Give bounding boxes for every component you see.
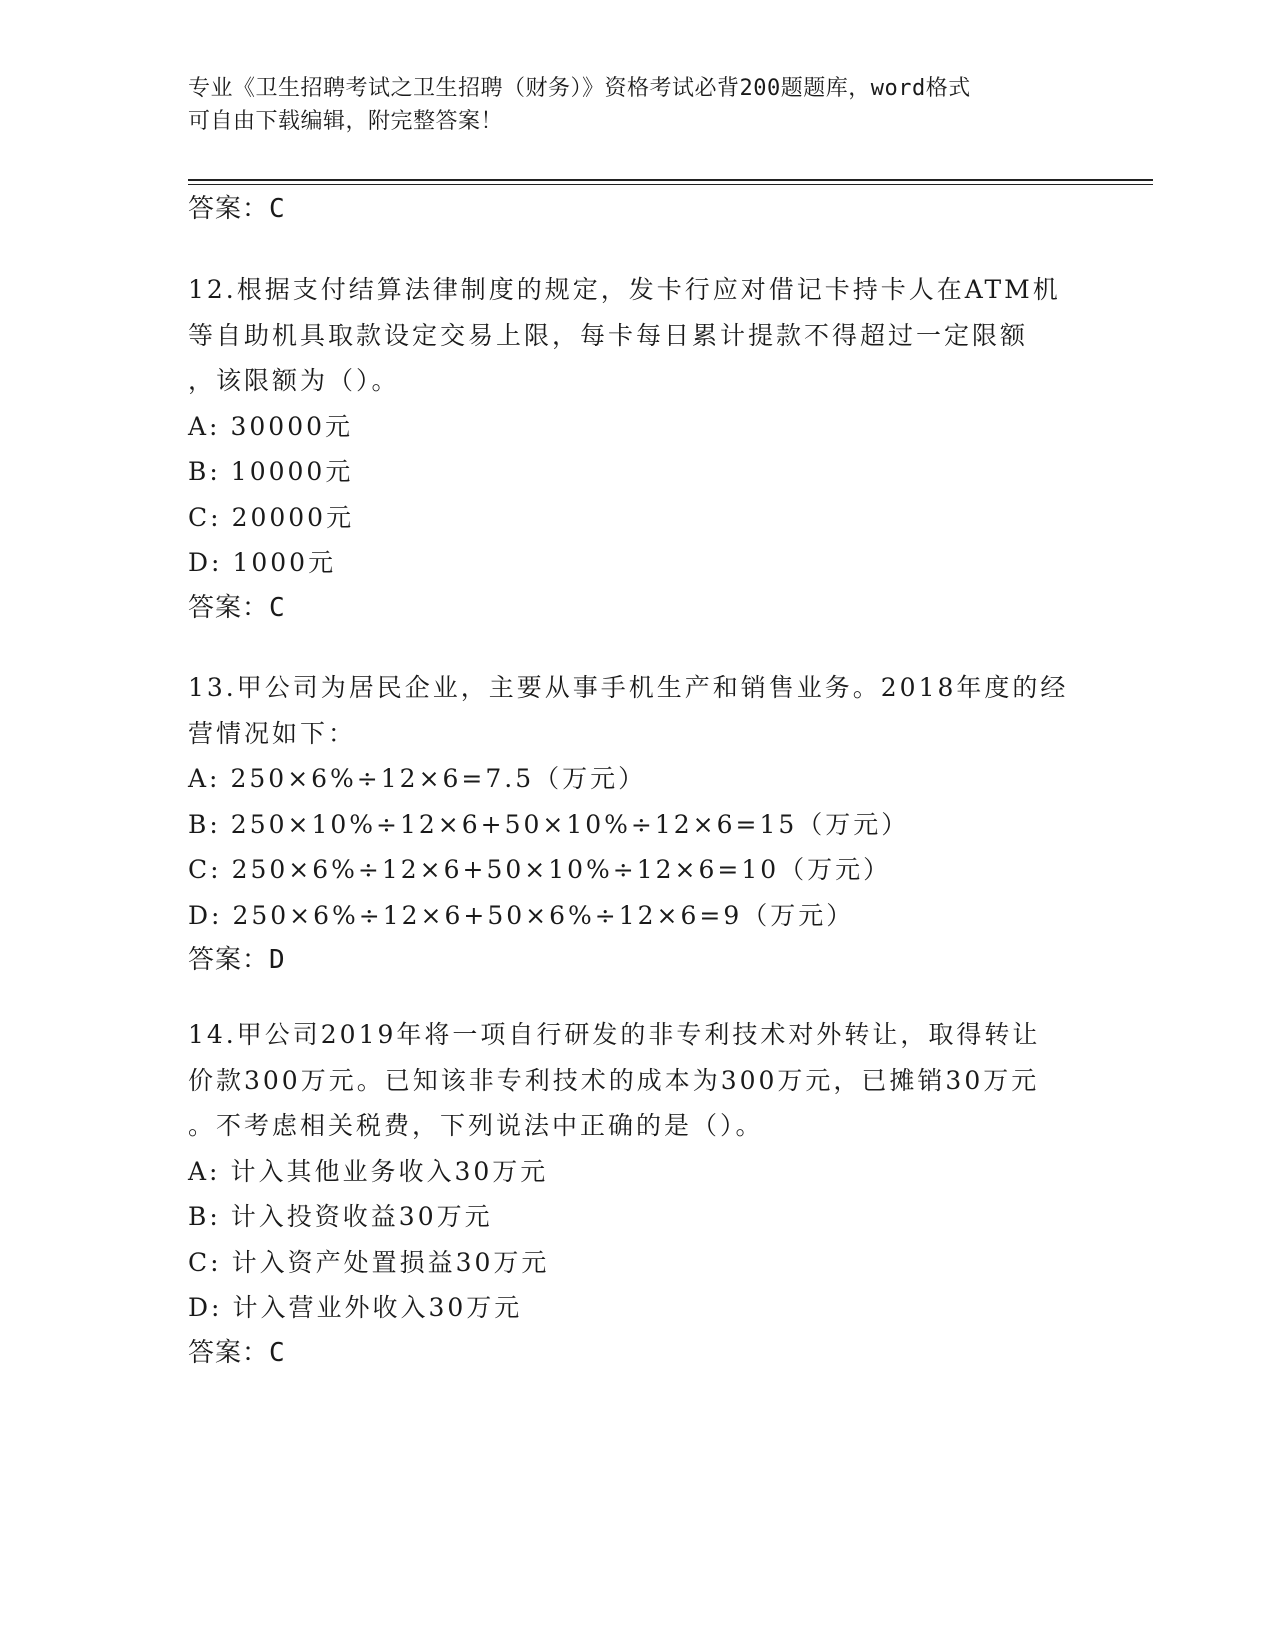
option-label: A: xyxy=(188,764,221,793)
question-stem-line: 14.甲公司2019年将一项自行研发的非专利技术对外转让，取得转让 xyxy=(188,1020,1041,1049)
option-text: 计入营业外收入30万元 xyxy=(232,1293,523,1322)
option-c xyxy=(188,495,1148,541)
question-14 xyxy=(188,1012,1148,1376)
option-c xyxy=(188,1240,1148,1286)
option-d xyxy=(188,1285,1148,1331)
option-b xyxy=(188,802,1148,848)
question-stem-line: 。不考虑相关税费，下列说法中正确的是（）。 xyxy=(188,1111,764,1140)
option-text: 1000元 xyxy=(232,548,337,577)
answer-line: 答案：C xyxy=(188,1337,286,1368)
question-12 xyxy=(188,267,1148,631)
answer-line: 答案：C xyxy=(188,194,286,224)
option-label: B: xyxy=(188,1202,221,1231)
question-stem-line: ，该限额为（）。 xyxy=(188,366,400,395)
option-text: 计入资产处置损益30万元 xyxy=(231,1247,550,1277)
question-stem-line: 12.根据支付结算法律制度的规定，发卡行应对借记卡持卡人在ATM机 xyxy=(188,275,1061,304)
option-label: B: xyxy=(188,457,221,486)
question-stem-line: 13.甲公司为居民企业，主要从事手机生产和销售业务。2018年度的经 xyxy=(188,673,1069,702)
header-title-line-2: 可自由下载编辑，附完整答案！ xyxy=(188,109,504,134)
option-b xyxy=(188,1194,1148,1240)
option-text: 250×10%÷12×6+50×10%÷12×6=15（万元） xyxy=(230,809,910,839)
question-stem-line: 等自助机具取款设定交易上限，每卡每日累计提款不得超过一定限额 xyxy=(188,320,1029,350)
option-text: 250×6%÷12×6=7.5（万元） xyxy=(230,764,647,793)
option-text: 30000元 xyxy=(230,411,354,441)
header-title-line-1: 专业《卫生招聘考试之卫生招聘（财务）》资格考试必背200题题库，word格式 xyxy=(188,76,971,101)
option-c xyxy=(188,847,1148,893)
option-text: 计入其他业务收入30万元 xyxy=(230,1156,549,1186)
option-text: 10000元 xyxy=(230,457,354,486)
question-stem-line: 价款300万元。已知该非专利技术的成本为300万元，已摊销30万元 xyxy=(188,1065,1040,1095)
option-label: B: xyxy=(188,809,221,839)
option-label: C: xyxy=(188,855,222,884)
option-label: A: xyxy=(188,1156,221,1186)
header-divider-thick xyxy=(188,179,1153,181)
previous-question-answer xyxy=(188,187,1148,233)
option-b xyxy=(188,449,1148,495)
option-label: C: xyxy=(188,1247,222,1277)
option-d xyxy=(188,893,1148,939)
option-text: 250×6%÷12×6+50×6%÷12×6=9（万元） xyxy=(232,900,855,930)
option-label: D: xyxy=(188,900,223,930)
option-label: D: xyxy=(188,1293,223,1322)
question-13 xyxy=(188,665,1148,984)
option-a xyxy=(188,1149,1148,1195)
option-text: 250×6%÷12×6+50×10%÷12×6=10（万元） xyxy=(231,855,892,884)
option-text: 20000元 xyxy=(231,502,355,532)
header-divider-thin xyxy=(188,184,1153,185)
answer-line: 答案：D xyxy=(188,945,286,975)
option-label: D: xyxy=(188,548,223,577)
page-header xyxy=(188,72,1088,138)
option-text: 计入投资收益30万元 xyxy=(230,1202,493,1231)
answer-line: 答案：C xyxy=(188,592,286,623)
option-d xyxy=(188,540,1148,586)
option-label: A: xyxy=(188,411,221,441)
option-a xyxy=(188,756,1148,802)
option-label: C: xyxy=(188,502,222,532)
question-stem-line: 营情况如下： xyxy=(188,718,357,748)
option-a xyxy=(188,404,1148,450)
